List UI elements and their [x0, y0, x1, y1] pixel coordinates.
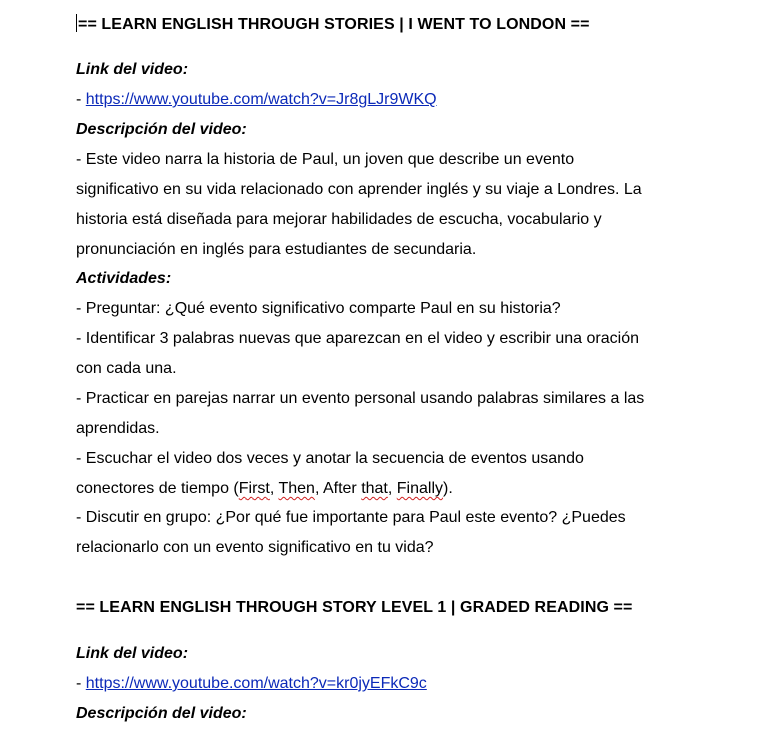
activity-5-line-2: relacionarlo con un evento significativo en tu vida?: [76, 539, 434, 556]
activity-1: - Preguntar: ¿Qué evento significativo comparte Paul en su historia?: [76, 300, 561, 317]
text-cursor: [76, 14, 77, 32]
activity-3-line-2: aprendidas.: [76, 420, 160, 437]
section1-activities-label: Actividades:: [76, 270, 172, 287]
section1-video-link[interactable]: https://www.youtube.com/watch?v=Jr8gLJr9WKQ: [85, 91, 437, 108]
activity-2-line-1: - Identificar 3 palabras nuevas que aparezcan en el video y escribir una oración: [76, 330, 639, 347]
activity-4-line-2: [76, 479, 453, 499]
activity-4-pre: conectores de tiempo (: [76, 480, 239, 497]
activity-3-line-1: - Practicar en parejas narrar un evento personal usando palabras similares a las: [76, 390, 645, 407]
spellcheck-word-finally: Finally: [396, 480, 443, 497]
section1-description-line-3: historia está diseñada para mejorar habilidades de escucha, vocabulario y: [76, 211, 602, 228]
section2-link-line: [76, 674, 427, 694]
section1-link-line: [76, 90, 437, 110]
spellcheck-word-that: that: [361, 480, 388, 497]
section2-heading: == LEARN ENGLISH THROUGH STORY LEVEL 1 | GRADED READING ==: [76, 599, 633, 616]
section1-description-label: Descripción del video:: [76, 121, 247, 138]
section2-description-label: Descripción del video:: [76, 705, 247, 722]
bullet-dash: -: [76, 675, 86, 692]
spellcheck-word-then: Then: [278, 480, 315, 497]
section1-description-line-4: pronunciación en inglés para estudiantes de secundaria.: [76, 241, 477, 258]
activity-4-post: ).: [443, 480, 453, 497]
activity-4-sep3: ,: [387, 480, 397, 497]
activity-2-line-2: con cada una.: [76, 360, 177, 377]
spellcheck-word-first: First: [238, 480, 270, 497]
bullet-dash: -: [76, 91, 86, 108]
section1-description-line-2: significativo en su vida relacionado con aprender inglés y su viaje a Londres. La: [76, 181, 642, 198]
section2-video-link[interactable]: https://www.youtube.com/watch?v=kr0jyEFkC9c: [85, 675, 427, 692]
activity-4-sep1: ,: [269, 480, 279, 497]
section2-link-label: Link del video:: [76, 645, 189, 662]
activity-4-line-1: - Escuchar el video dos veces y anotar la secuencia de eventos usando: [76, 450, 584, 467]
section1-heading: [76, 14, 590, 35]
section1-heading-text: == LEARN ENGLISH THROUGH STORIES | I WENT TO LONDON ==: [78, 16, 590, 33]
section1-link-label: Link del video:: [76, 61, 189, 78]
section1-description-line-1: - Este video narra la historia de Paul, un joven que describe un evento: [76, 151, 575, 168]
activity-4-sep2: , After: [314, 480, 362, 497]
activity-5-line-1: - Discutir en grupo: ¿Por qué fue importante para Paul este evento? ¿Puedes: [76, 509, 626, 526]
